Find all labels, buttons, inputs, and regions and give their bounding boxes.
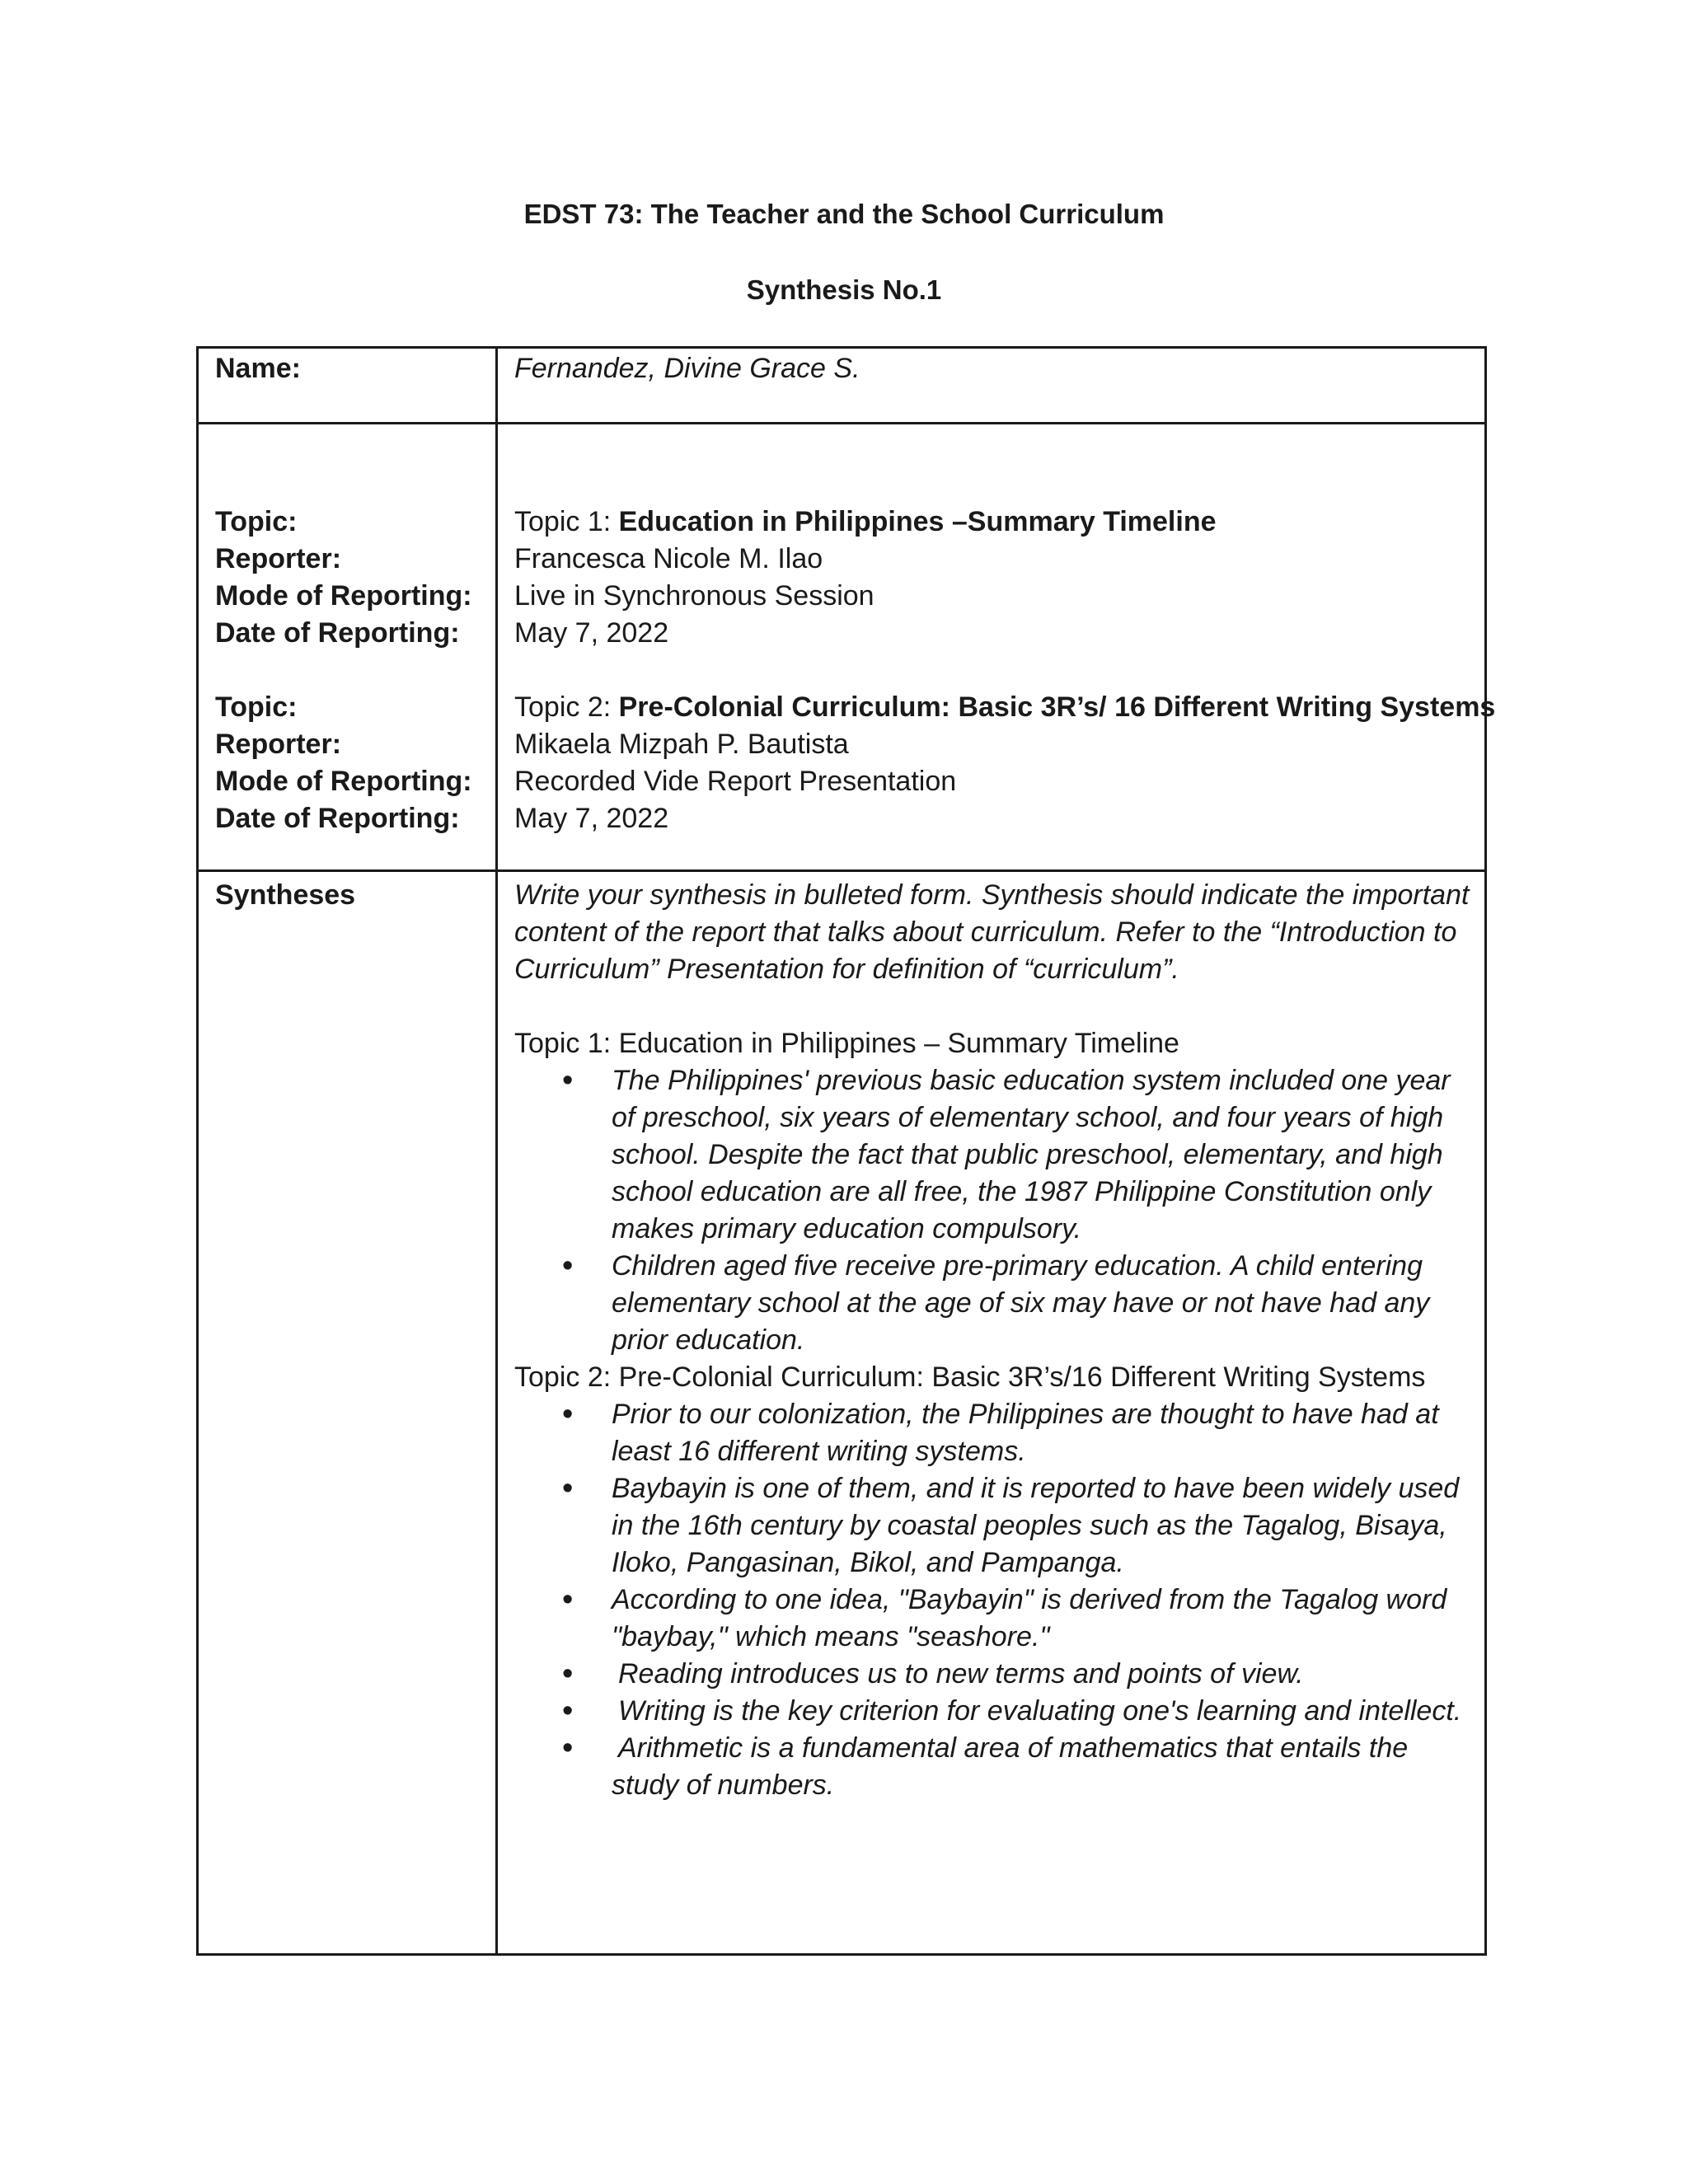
syntheses-row [198, 871, 1486, 1955]
list-item [612, 1656, 1470, 1693]
topic-2-date: May 7, 2022 [514, 803, 669, 834]
topic-1-reporter: Francesca Nicole M. Ilao [514, 543, 823, 574]
topic-2-mode-label: Mode of Reporting: [215, 766, 472, 797]
list-item: • Children aged five receive pre-primary education. A child entering elementary school at the age of six may have or not have had any prior education. [612, 1248, 1470, 1359]
list-item: • Baybayin is one of them, and it is reported to have been widely used in the 16th century by coastal peoples such as the Tagalog, Bisaya, Iloko, Pangasinan, Bikol, and Pampanga. [612, 1470, 1470, 1582]
topic-2-mode: Recorded Vide Report Presentation [514, 766, 957, 797]
synthesis-topic-1-heading: Topic 1: Education in Philippines – Summary Timeline [514, 1028, 1179, 1059]
topic-1-topic-label: Topic: [215, 506, 298, 537]
bullet-text: Writing is the key criterion for evaluating one's learning and intellect. [618, 1695, 1462, 1727]
name-row [198, 348, 1486, 424]
topic-1-prefix: Topic 1: [514, 506, 619, 537]
topics-label-cell [198, 424, 497, 871]
topic-2-reporter: Mikaela Mizpah P. Bautista [514, 729, 849, 760]
topic-2-reporter-label: Reporter: [215, 729, 342, 760]
topic-1-mode: Live in Synchronous Session [514, 580, 874, 612]
synthesis-topic-2-bullets [514, 1396, 1470, 1804]
topic-1-title: Education in Philippines –Summary Timeline [618, 506, 1217, 537]
list-item: • The Philippines' previous basic education system included one year of preschool, six years of elementary school, and four years of high school. Despite the fact that public preschool, elementary, and high school education are all free, the 1987 Philippine Constitution only makes primary education compulsory. [612, 1062, 1470, 1248]
syntheses-value-cell [497, 871, 1486, 1955]
list-item [612, 1730, 1470, 1804]
topic-2-topic-label: Topic: [215, 691, 298, 723]
syntheses-label-cell [198, 871, 497, 1955]
document-subtitle: Synthesis No.1 [746, 274, 942, 305]
name-label: Name: [215, 353, 301, 384]
topic-2-line [514, 689, 1496, 726]
student-name: Fernandez, Divine Grace S. [514, 353, 860, 384]
topic-1-mode-label: Mode of Reporting: [215, 580, 472, 612]
list-item: • Prior to our colonization, the Philippines are thought to have had at least 16 different writing systems. [612, 1396, 1470, 1470]
bullet-text: Reading introduces us to new terms and points of view. [618, 1658, 1304, 1690]
topics-value-cell [497, 424, 1496, 871]
topic-1-date: May 7, 2022 [514, 617, 669, 649]
list-item [612, 1693, 1470, 1730]
topics-row [198, 424, 1486, 871]
synthesis-topic-1-bullets [514, 1062, 1470, 1359]
synthesis-topic-2-heading: Topic 2: Pre-Colonial Curriculum: Basic 3R’s/16 Different Writing Systems [514, 1361, 1426, 1393]
topic-2-prefix: Topic 2: [514, 691, 619, 723]
synthesis-instructions: Write your synthesis in bulleted form. Synthesis should indicate the important content of the report that talks about curriculum. Refer to the “Introduction to Curriculum” Presentation for definition of “curriculum”. [514, 879, 1470, 985]
list-item: • According to one idea, "Baybayin" is derived from the Tagalog word "baybay," which means "seashore." [612, 1582, 1470, 1656]
topic-1-reporter-label: Reporter: [215, 543, 342, 574]
topic-1-line [514, 504, 1470, 541]
topic-1-date-label: Date of Reporting: [215, 617, 460, 649]
synthesis-table [196, 346, 1496, 1956]
bullet-text: Arithmetic is a fundamental area of mathematics that entails the study of numbers. [612, 1732, 1409, 1801]
document-title: EDST 73: The Teacher and the School Curriculum [523, 199, 1165, 229]
topic-2-title: Pre-Colonial Curriculum: Basic 3R’s/ 16 Different Writing Systems [618, 691, 1496, 723]
syntheses-label: Syntheses [215, 879, 356, 911]
topic-2-date-label: Date of Reporting: [215, 803, 460, 834]
name-label-cell [198, 348, 497, 424]
name-value-cell [497, 348, 1486, 424]
